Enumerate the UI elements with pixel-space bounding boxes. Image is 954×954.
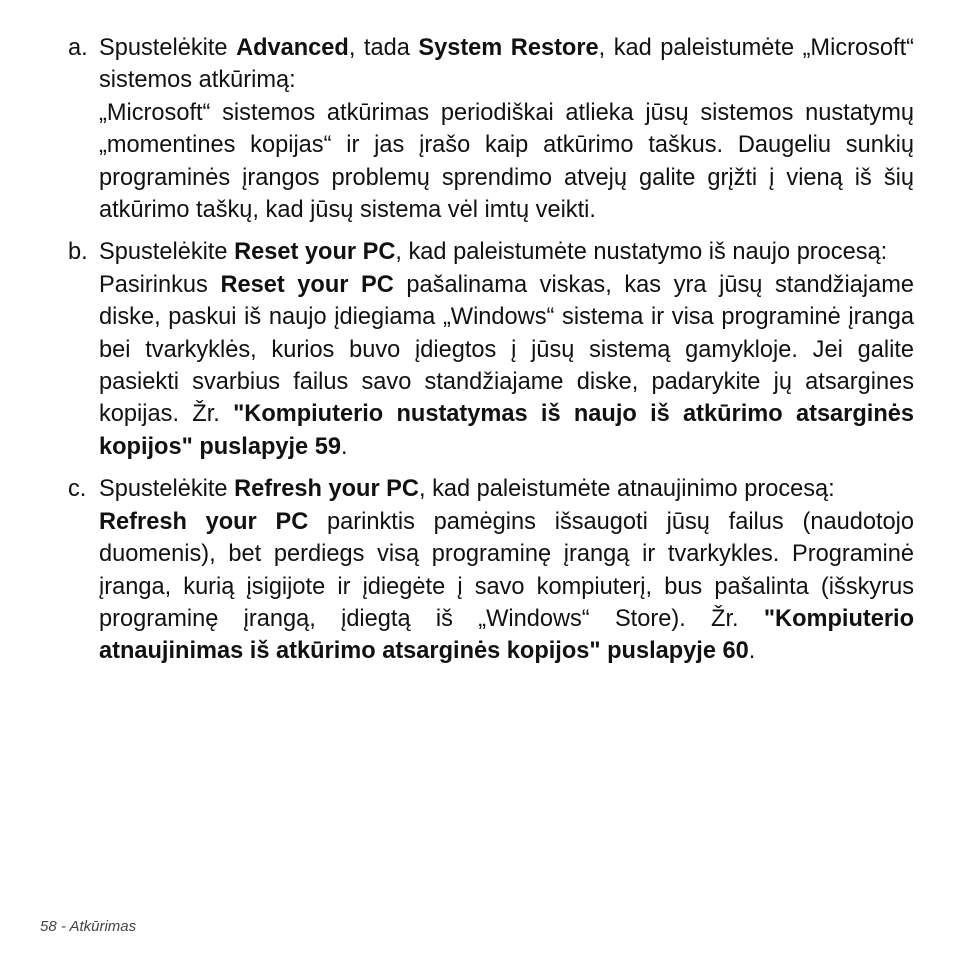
- text-run: parinktis pamėgins išsaugoti jūsų failus (naudotojo duomenis), bet perdiegs visą programinę įrangą ir tvarkykles. Programinė įranga, kurią įsigijote ir įdiegėte į savo kompiuterį, bus pašalinta (išskyrus programinę įrangą, įdiegtą iš „Windows“ Store). Žr.: [99, 508, 914, 632]
- text-run: , kad paleistumėte nustatymo iš naujo procesą:: [395, 239, 888, 266]
- description-text: [99, 269, 914, 463]
- text-run: .: [340, 433, 348, 460]
- list-marker: c.: [68, 476, 87, 503]
- page-content: [68, 32, 914, 678]
- list-item-body: [99, 473, 914, 667]
- cross-reference-link: "Kompiuterio nustatymas iš naujo iš atkūrimo atsarginės kopijos" puslapyje 59: [99, 401, 914, 460]
- list-item-b: [68, 236, 914, 463]
- text-run: , kad paleistumėte atnaujinimo procesą:: [418, 476, 835, 503]
- description-text: [99, 97, 914, 227]
- ui-label-advanced: Advanced: [236, 35, 349, 61]
- ui-label-refresh-your-pc: Refresh your PC: [234, 476, 419, 503]
- text-run: , kad paleistumėte „Microsoft“ sistemos atkūrimą:: [99, 35, 914, 94]
- ui-label-refresh-your-pc: Refresh your PC: [99, 508, 309, 535]
- ui-label-system-restore: System Restore: [418, 35, 599, 61]
- text-run: , tada: [348, 35, 419, 61]
- list-item-a: [68, 32, 914, 226]
- list-item-body: [99, 236, 914, 463]
- list-marker: b.: [68, 239, 88, 266]
- instruction-text: [99, 473, 914, 505]
- text-run: pašalinama viskas, kas yra jūsų standžiajame diske, paskui iš naujo įdiegiama „Windows“ sistema ir visa programinė įranga bei tvarkyklės, kurios buvo įdiegtos į jūsų sistemą gamykloje. Jei galite pasiekti svarbius failus savo standžiajame diske, padarykite jų atsargines kopijas. Žr.: [99, 271, 914, 428]
- page-footer: 58 - Atkūrimas: [40, 918, 137, 935]
- text-run: Pasirinkus: [99, 271, 221, 298]
- description-text: [99, 506, 914, 668]
- ui-label-reset-your-pc: Reset your PC: [220, 271, 394, 298]
- text-run: „Microsoft“ sistemos atkūrimas periodiškai atlieka jūsų sistemos nustatymų „momentines kopijas“ ir jas įrašo kaip atkūrimo taškus. Daugeliu sunkių programinės įrangos problemų sprendimo atvejų galite grįžti į vieną iš šių atkūrimo taškų, kad jūsų sistema vėl imtų veikti.: [99, 99, 914, 224]
- text-run: .: [748, 638, 756, 665]
- instruction-text: [99, 236, 914, 268]
- text-run: Spustelėkite: [99, 239, 235, 266]
- instruction-text: [99, 32, 914, 97]
- text-run: Spustelėkite: [99, 476, 235, 503]
- text-run: Spustelėkite: [99, 35, 237, 61]
- list-item-body: [99, 32, 914, 226]
- list-item-c: [68, 473, 914, 667]
- list-marker: a.: [68, 35, 88, 61]
- ui-label-reset-your-pc: Reset your PC: [234, 239, 396, 266]
- cross-reference-link: "Kompiuterio atnaujinimas iš atkūrimo atsarginės kopijos" puslapyje 60: [99, 605, 914, 665]
